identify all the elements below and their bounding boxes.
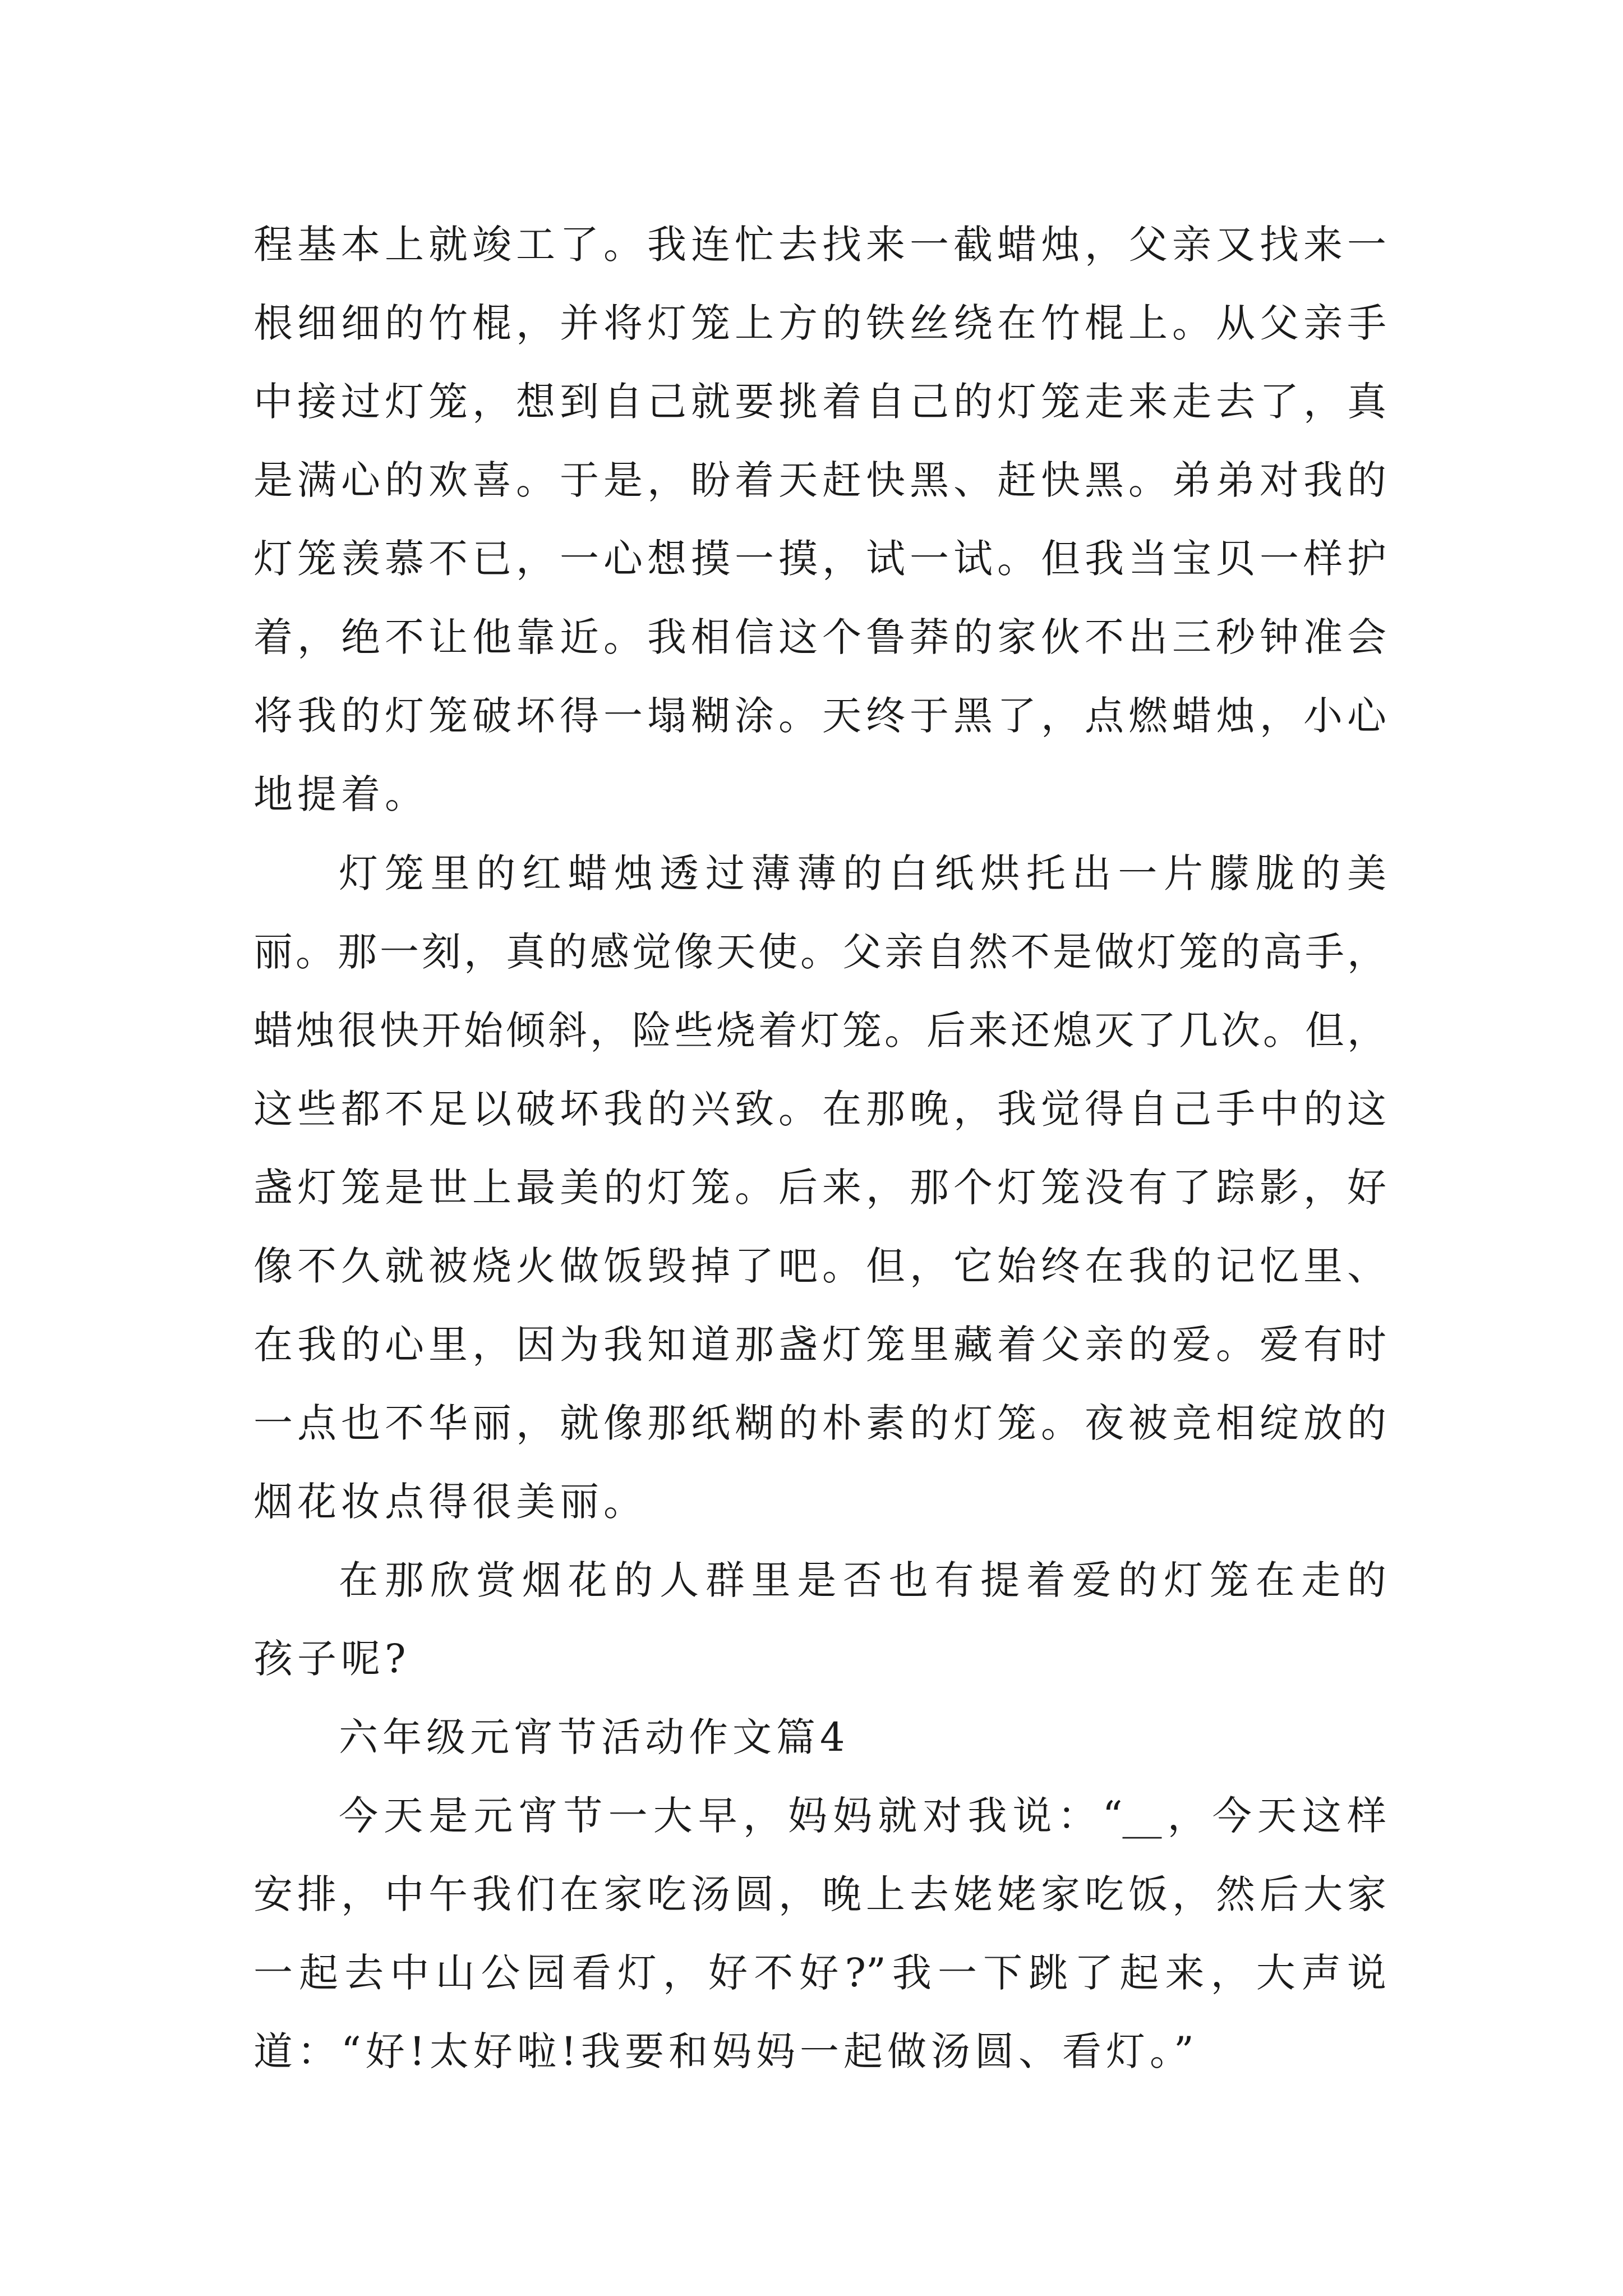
text-line: 道：“好!太好啦!我要和妈妈一起做汤圆、看灯。” [253, 2028, 1198, 2074]
text-line: 着，绝不让他靠近。我相信这个鲁莽的家伙不出三秒钟准会 [253, 614, 1386, 660]
text-line: 这些都不足以破坏我的兴致。在那晚，我觉得自己手中的这 [253, 1086, 1386, 1132]
text-line: 安排，中午我们在家吃汤圆，晚上去姥姥家吃饭，然后大家 [253, 1871, 1386, 1917]
text-line: 是满心的欢喜。于是，盼着天赶快黑、赶快黑。弟弟对我的 [253, 457, 1386, 503]
text-line: 中接过灯笼，想到自己就要挑着自己的灯笼走来走去了，真 [253, 379, 1386, 425]
text-line: 烟花妆点得很美丽。 [253, 1479, 647, 1525]
text-line: 将我的灯笼破坏得一塌糊涂。天终于黑了，点燃蜡烛，小心 [253, 693, 1386, 739]
text-line: 程基本上就竣工了。我连忙去找来一截蜡烛，父亲又找来一 [253, 222, 1386, 268]
paragraph-first-line: 灯笼里的红蜡烛透过薄薄的白纸烘托出一片朦胧的美 [339, 850, 1386, 896]
section-heading: 六年级元宵节活动作文篇4 [339, 1714, 850, 1760]
paragraph-first-line: 在那欣赏烟花的人群里是否也有提着爱的灯笼在走的 [339, 1557, 1386, 1603]
text-line: 丽。那一刻，真的感觉像天使。父亲自然不是做灯笼的高手， [253, 929, 1386, 975]
text-line: 蜡烛很快开始倾斜，险些烧着灯笼。后来还熄灭了几次。但， [253, 1007, 1386, 1053]
text-line: 一起去中山公园看灯，好不好?”我一下跳了起来，大声说 [253, 1950, 1386, 1996]
text-line: 一点也不华丽，就像那纸糊的朴素的灯笼。夜被竞相绽放的 [253, 1400, 1386, 1446]
text-line: 根细细的竹棍，并将灯笼上方的铁丝绕在竹棍上。从父亲手 [253, 300, 1386, 346]
paragraph-first-line: 今天是元宵节一大早，妈妈就对我说：“__，今天这样 [339, 1793, 1386, 1839]
text-line: 地提着。 [253, 771, 428, 817]
text-line: 像不久就被烧火做饭毁掉了吧。但，它始终在我的记忆里、 [253, 1243, 1386, 1289]
text-line: 孩子呢? [253, 1636, 411, 1682]
text-line: 盏灯笼是世上最美的灯笼。后来，那个灯笼没有了踪影，好 [253, 1165, 1386, 1211]
text-line: 在我的心里，因为我知道那盏灯笼里藏着父亲的爱。爱有时 [253, 1322, 1386, 1368]
text-line: 灯笼羡慕不已，一心想摸一摸，试一试。但我当宝贝一样护 [253, 536, 1386, 582]
